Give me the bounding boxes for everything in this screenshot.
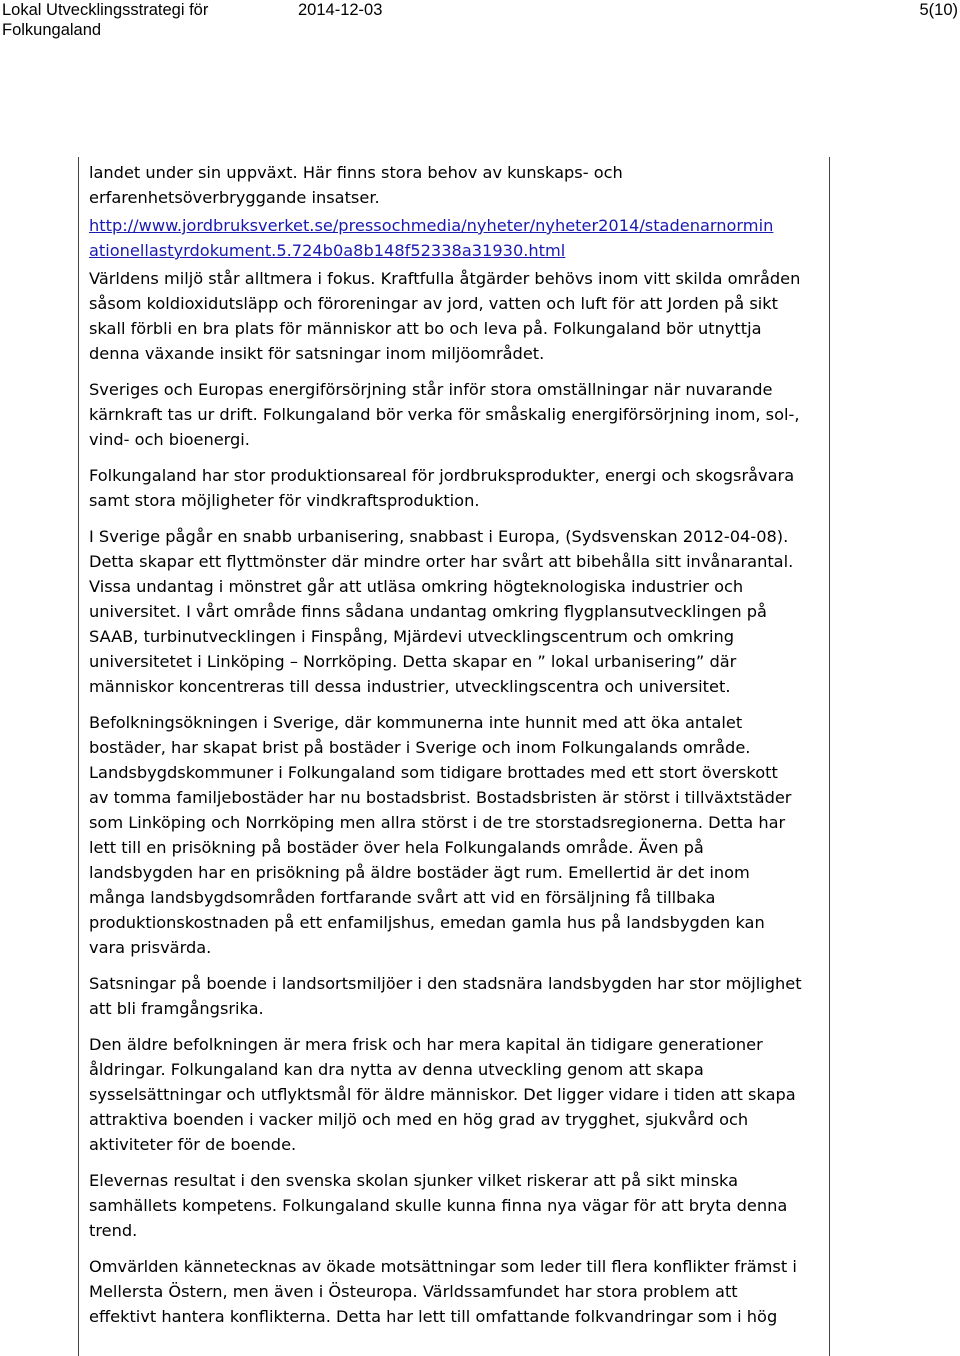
text-line: Detta skapar ett flyttmönster där mindre orter har svårt att bibehålla sitt invånarantal. <box>89 552 794 571</box>
text-line: Folkungaland har stor produktionsareal för jordbruksprodukter, energi och skogsråvara <box>89 466 795 485</box>
document-title-line: Folkungaland <box>2 21 102 39</box>
text-line: Den äldre befolkningen är mera frisk och har mera kapital än tidigare generationer <box>89 1035 763 1054</box>
text-line: vind- och bioenergi. <box>89 430 250 449</box>
text-line: Vissa undantag i mönstret går att utläsa omkring högteknologiska industrier och <box>89 577 744 596</box>
page-number: 5(10) <box>919 1 958 19</box>
text-line: samhällets kompetens. Folkungaland skulle kunna finna nya vägar för att bryta denna <box>89 1196 788 1215</box>
text-line: SAAB, turbinutvecklingen i Finspång, Mjärdevi utvecklingscentrum och omkring <box>89 627 734 646</box>
text-line: attraktiva boenden i vacker miljö och med en hög grad av trygghet, sjukvård och <box>89 1110 749 1129</box>
text-line: åldringar. Folkungaland kan dra nytta av denna utveckling genom att skapa <box>89 1060 704 1079</box>
text-line: aktiviteter för de boende. <box>89 1135 297 1154</box>
text-line: landet under sin uppväxt. Här finns stora behov av kunskaps- och <box>89 163 623 182</box>
text-line: sysselsättningar och utflyktsmål för äldre människor. Det ligger vidare i tiden att skapa <box>89 1085 796 1104</box>
link-line[interactable]: ationellastyrdokument.5.724b0a8b148f52338a31930.html <box>89 241 566 260</box>
text-line: vara prisvärda. <box>89 938 212 957</box>
text-line: universitetet i Linköping – Norrköping. Detta skapar en ” lokal urbanisering” där <box>89 652 737 671</box>
text-line: av tomma familjebostäder har nu bostadsbrist. Bostadsbristen är störst i tillväxtstäder <box>89 788 792 807</box>
text-line: Sveriges och Europas energiförsörjning står inför stora omställningar när nuvarande <box>89 380 773 399</box>
text-line: Omvärlden kännetecknas av ökade motsättningar som leder till flera konflikter främst i <box>89 1257 797 1276</box>
text-line: landsbygden har en prisökning på äldre bostäder ägt rum. Emellertid är det inom <box>89 863 750 882</box>
text-line: I Sverige pågår en snabb urbanisering, snabbast i Europa, (Sydsvenskan 2012-04-08). <box>89 527 789 546</box>
text-line: såsom koldioxidutsläpp och föroreningar av jord, vatten och luft för att Jorden på sikt <box>89 294 779 313</box>
text-line: Landsbygdskommuner i Folkungaland som tidigare brottades med ett stort överskott <box>89 763 778 782</box>
paragraph <box>89 971 824 1021</box>
text-line: kärnkraft tas ur drift. Folkungaland bör verka för småskalig energiförsörjning inom, sol-, <box>89 405 800 424</box>
text-line: många landsbygdsområden fortfarande svårt att vid en försäljning få tillbaka <box>89 888 716 907</box>
text-line: Befolkningsökningen i Sverige, där kommunerna inte hunnit med att öka antalet <box>89 713 743 732</box>
paragraph <box>89 1168 824 1243</box>
text-line: produktionskostnaden på ett enfamiljshus, emedan gamla hus på landsbygden kan <box>89 913 765 932</box>
text-line: effektivt hantera konflikterna. Detta har lett till omfattande folkvandringar som i hög <box>89 1307 778 1326</box>
text-line: erfarenhetsöverbryggande insatser. <box>89 188 380 207</box>
paragraph <box>89 377 824 452</box>
paragraph <box>89 710 824 960</box>
text-line: trend. <box>89 1221 138 1240</box>
text-line: lett till en prisökning på bostäder över hela Folkungalands område. Även på <box>89 838 704 857</box>
paragraph <box>89 266 824 366</box>
text-line: denna växande insikt för satsningar inom miljöområdet. <box>89 344 545 363</box>
document-date: 2014-12-03 <box>298 1 383 19</box>
text-line: Mellersta Östern, men även i Östeuropa. Världssamfundet har stora problem att <box>89 1282 738 1301</box>
paragraph <box>89 160 824 210</box>
paragraph <box>89 463 824 513</box>
document-title <box>2 0 208 40</box>
text-line: som Linköping och Norrköping men allra störst i de tre storstadsregionerna. Detta har <box>89 813 786 832</box>
paragraph <box>89 1032 824 1157</box>
text-line: Elevernas resultat i den svenska skolan sjunker vilket riskerar att på sikt minska <box>89 1171 739 1190</box>
text-line: människor koncentreras till dessa industrier, utvecklingscentra och universitet. <box>89 677 731 696</box>
text-line: universitet. I vårt område finns sådana undantag omkring flygplansutvecklingen på <box>89 602 767 621</box>
text-line: bostäder, har skapat brist på bostäder i Sverige och inom Folkungalands område. <box>89 738 751 757</box>
paragraph <box>89 524 824 699</box>
text-line: skall förbli en bra plats för människor att bo och leva på. Folkungaland bör utnyttja <box>89 319 762 338</box>
page-header <box>0 0 960 42</box>
source-link[interactable] <box>89 213 824 263</box>
text-line: Satsningar på boende i landsortsmiljöer i den stadsnära landsbygden har stor möjlighet <box>89 974 802 993</box>
text-line: Världens miljö står alltmera i fokus. Kraftfulla åtgärder behövs inom vitt skilda områden <box>89 269 801 288</box>
text-line: att bli framgångsrika. <box>89 999 264 1018</box>
paragraph <box>89 1254 824 1329</box>
link-line[interactable]: http://www.jordbruksverket.se/pressochmedia/nyheter/nyheter2014/stadenarnormin <box>89 216 774 235</box>
document-body <box>89 160 824 1340</box>
document-title-line: Lokal Utvecklingsstrategi för <box>2 1 209 19</box>
text-line: samt stora möjligheter för vindkraftsproduktion. <box>89 491 480 510</box>
